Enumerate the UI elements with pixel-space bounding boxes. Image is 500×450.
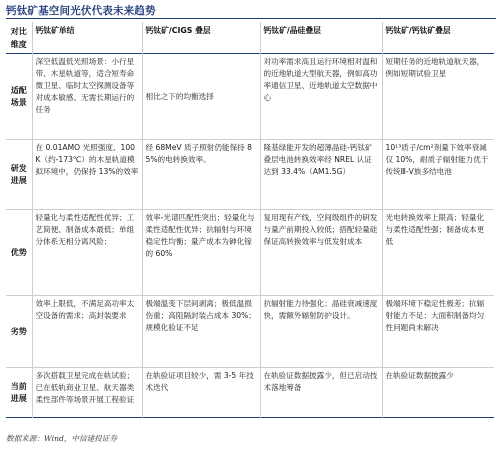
column-header: 钙钛矿/CIGS 叠层: [142, 22, 260, 54]
table-header-row: [6, 22, 494, 54]
header-corner-line: 维度: [10, 40, 27, 49]
row-header: [6, 210, 32, 296]
row-header-line: 优势: [10, 247, 27, 257]
title-divider: [6, 18, 496, 19]
column-header: 钙钛矿/钙钛矿叠层: [385, 26, 451, 35]
row-header: [6, 140, 32, 210]
table-cell: 短期任务的近地轨道航天器，例如短期试验卫星: [385, 57, 485, 78]
table-cell: 轻量化与柔性适配性优异；工艺简便、制备成本最低；单组分体系无相分离风险；: [32, 210, 142, 296]
table-cell: 深空低温低光照场景：小行星带、木星轨道等，适合短寿命微卫星、临时太空探测设备等对成本敏感、无需长期运行的任务: [32, 54, 142, 140]
table-cell: 光电转换效率上限高；轻量化与柔性适配性强；制备成本更低: [385, 213, 485, 246]
table-cell: 在轨验证项目较少，需 3-5 年技术迭代: [142, 368, 260, 418]
table-cell: 经 68MeV 质子照射仍能保持 85%的电转换效率。: [142, 140, 260, 210]
table-row: [6, 54, 494, 140]
table-row: [6, 296, 494, 368]
row-header-line: 进展: [10, 393, 27, 403]
table-row: [6, 140, 494, 210]
table-cell: 10¹³质子/cm²剂量下效率衰减仅 10%，耐质子辐射能力优于传统Ⅲ-Ⅴ族多结电池: [385, 143, 489, 176]
row-header: [6, 296, 32, 368]
row-header-line: 当前: [10, 381, 27, 391]
table-cell: 在轨验证数据披露少，但已启动技术落地筹备: [260, 368, 382, 418]
table-cell: 相比之下的均衡选择: [142, 54, 260, 140]
data-source-note: 数据来源：Wind，中信建投证券: [6, 434, 117, 443]
table-cell: 效率-光谱匹配性突出；轻量化与柔性适配性优异；抗辐射与环境稳定性均衡；量产成本为砷化镓的 60%: [142, 210, 260, 296]
row-header-line: 劣势: [10, 326, 27, 336]
row-header-line: 适配: [10, 85, 27, 95]
table-cell: 抗辐射能力待强化；晶硅衰减速度快，需额外辐射防护设计。: [260, 296, 382, 368]
page-title: 钙钛矿基空间光伏代表未来趋势: [6, 5, 156, 17]
table-cell: 效率上限低，不满足高功率太空设备的需求；高封装要求: [32, 296, 142, 368]
header-corner: [6, 22, 32, 54]
row-header: [6, 368, 32, 418]
table-cell: 复用现有产线，空间级组件的研发与量产前期投入较低；搭配轻量硅保证高转换效率与低发射成本: [260, 210, 382, 296]
row-header-line: 研发: [10, 163, 27, 173]
table-row: [6, 368, 494, 418]
table-cell: 极端环境下稳定性极差；抗辐射能力不足；大面积制备均匀性问题尚未解决: [385, 299, 485, 332]
table-cell: 在轨验证数据披露少: [385, 371, 454, 380]
row-header: [6, 54, 32, 140]
table-row: [6, 210, 494, 296]
row-header-line: 场景: [10, 97, 27, 107]
table-cell: 对功率需求高且运行环境相对温和的近地轨道大型航天器，例如高功率通信卫星、近地轨道太空数据中心: [260, 54, 382, 140]
table-cell: 隆基绿能开发的超薄晶硅-钙钛矿叠层电池转换效率经 NREL 认证达到 33.4%（AM1.5G）: [260, 140, 382, 210]
row-header-line: 进展: [10, 175, 27, 185]
table-cell: 多次搭载卫星完成在轨试验；已在低轨商业卫星、航天器类柔性部件等场景开展工程验证: [32, 368, 142, 418]
header-corner-line: 对比: [10, 27, 27, 36]
comparison-table: [6, 22, 494, 418]
table-cell: 极端温变下层间剥离；极低温损伤重；高阻隔封装占成本 30%；规模化验证不足: [142, 296, 260, 368]
table-cell: 在 0.01AMO 光照强度、100K（约-173℃）的木星轨道模拟环境中，仍保持 13%的效率: [32, 140, 142, 210]
column-header: 钙钛矿/晶硅叠层: [260, 22, 382, 54]
column-header: 钙钛矿单结: [32, 22, 142, 54]
